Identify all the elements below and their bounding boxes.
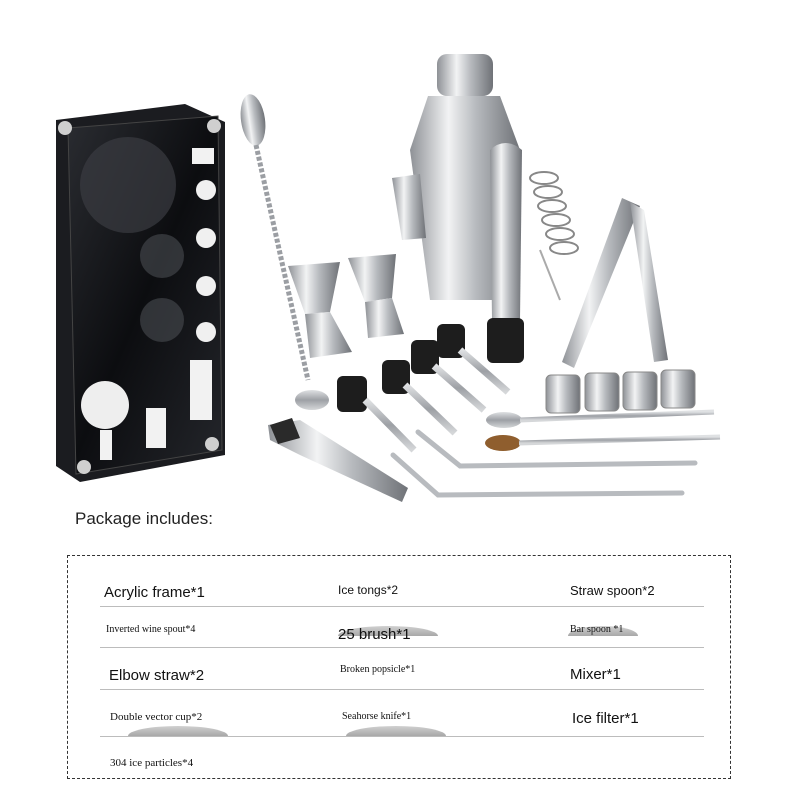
item-brush: 25 brush*1 (338, 626, 411, 643)
straw-spoons (485, 412, 720, 451)
package-heading: Package includes: (75, 509, 213, 528)
item-mixer: Mixer*1 (570, 666, 621, 683)
ice-tongs (562, 198, 668, 368)
item-elbow-straw: Elbow straw*2 (109, 667, 205, 684)
bottle-pourers (337, 324, 508, 450)
row-divider (100, 736, 704, 737)
jiggers (288, 254, 404, 358)
item-bar-spoon: Bar spoon *1 (570, 624, 624, 635)
item-seahorse-knife: Seahorse knife*1 (342, 711, 412, 722)
item-acrylic-frame: Acrylic frame*1 (104, 584, 205, 601)
row-divider (128, 726, 228, 736)
strainer-coil (530, 172, 578, 300)
ice-cubes (546, 370, 695, 413)
item-inverted-wine-spout: Inverted wine spout*4 (106, 624, 196, 635)
muddler (487, 143, 524, 363)
seahorse-knife (268, 418, 408, 502)
package-contents-box (67, 555, 731, 779)
item-ice-tongs: Ice tongs*2 (338, 583, 399, 597)
row-divider (100, 647, 704, 648)
row-divider (346, 726, 446, 736)
bar-spoon (237, 93, 329, 410)
item-double-vector-cup: Double vector cup*2 (110, 711, 203, 723)
acrylic-frame (56, 104, 225, 482)
item-ice-filter: Ice filter*1 (572, 710, 639, 727)
item-ice-particles: 304 ice particles*4 (110, 757, 194, 769)
row-divider (100, 606, 704, 607)
row-divider (100, 689, 704, 690)
item-straw-spoon: Straw spoon*2 (570, 583, 655, 598)
item-broken-popsicle: Broken popsicle*1 (340, 664, 416, 675)
